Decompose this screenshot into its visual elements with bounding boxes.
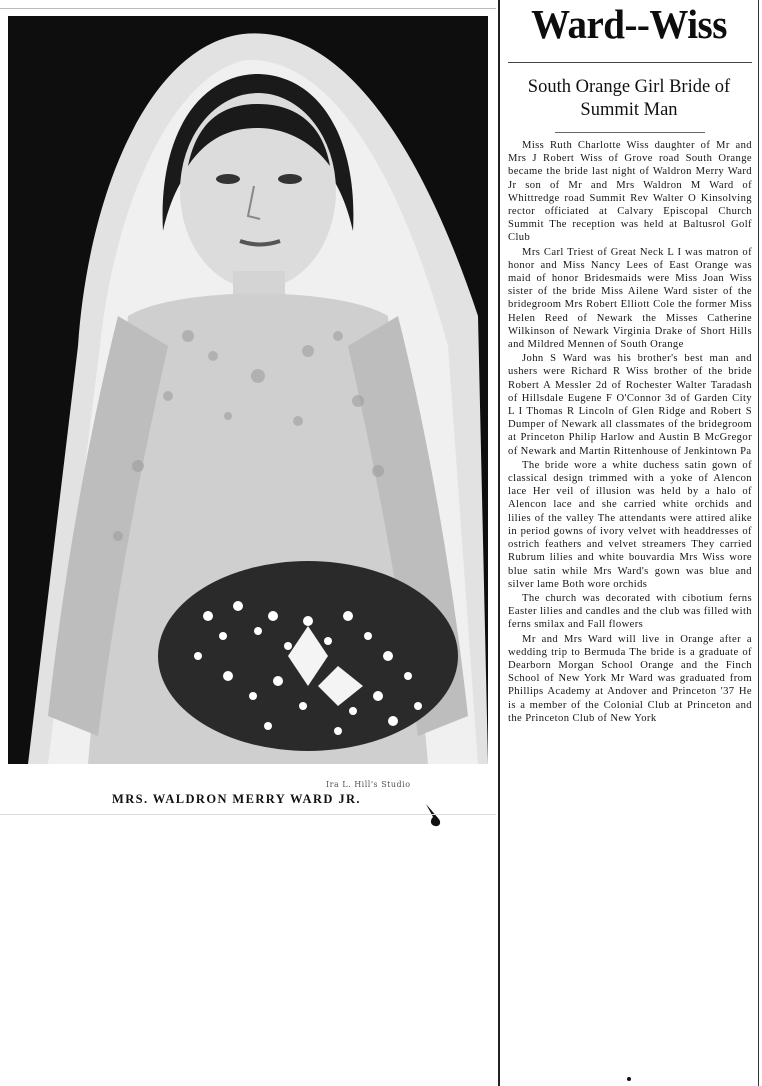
- column-rule-right: [758, 0, 759, 1086]
- photo-credit: Ira L. Hill's Studio: [326, 780, 411, 789]
- article-body: [508, 139, 752, 725]
- headline-rule: [508, 62, 752, 63]
- caption-rule: [0, 814, 496, 815]
- article-paragraph: Mr and Mrs Ward will live in Orange after a wedding trip to Bermuda The bride is a graduate of Dearborn Morgan School Orange and the Finch School of New York Mr Ward was graduated from Phillips Academy at Andover and Princeton '37 He is a member of the Colonial Club at Princeton and the Princeton Club of New York: [508, 633, 752, 724]
- bride-portrait-image: [8, 16, 488, 764]
- headline: Ward--Wiss: [531, 1, 727, 48]
- ink-blot-mark: [424, 802, 444, 828]
- page-dot: [627, 1077, 631, 1081]
- top-rule: [0, 8, 496, 9]
- subheadline-rule: [555, 132, 705, 133]
- bride-photograph: [8, 16, 488, 764]
- subheadline: South Orange Girl Bride of Summit Man: [527, 77, 731, 120]
- article-paragraph: Mrs Carl Triest of Great Neck L I was matron of honor and Miss Nancy Lees of East Orange was maid of honor Bridesmaids were Miss Joan Wiss sister of the bride Miss Ailene Ward sister of the bridegroom Mrs Robert Elliott Cole the former Miss Helen Reed of Newark the Misses Catherine Wilkinson of Newark Virginia Drake of Short Hills and Mildred Mennen of South Orange: [508, 246, 752, 351]
- article-paragraph: John S Ward was his brother's best man and ushers were Richard R Wiss brother of the bride Robert A Messler 2d of Rochester Walter Taradash of Hillsdale Eugene F O'Connor 3d of Garden City L I Thomas R Lincoln of Glen Ridge and Robert S Dumper of Newark all classmates of the bridegroom at Princeton Philip Harlow and Austin B McGregor of Newark and Martin Rittenhouse of Jenkintown Pa: [508, 353, 752, 457]
- article-paragraph: The bride wore a white duchess satin gown of classical design trimmed with a yoke of Alencon lace Her veil of illusion was held by a halo of Alencon lace and she carried white orchids and lilies of the valley The attendants were attired alike in period gowns of ivory velvet with headdresses of ostrich feathers and velvet streamers They carried Rubrum lilies and white bouvardia Mrs Wiss wore blue satin while Mrs Ward's gown was blue and silver lame Both wore orchids: [508, 459, 752, 590]
- column-rule-left: [498, 0, 500, 1086]
- article-paragraph: The church was decorated with cibotium ferns Easter lilies and candles and the club was filled with ferns smilax and Fall flowers: [508, 592, 752, 631]
- photo-caption: MRS. WALDRON MERRY WARD JR.: [112, 792, 361, 806]
- article-paragraph: Miss Ruth Charlotte Wiss daughter of Mr and Mrs J Robert Wiss of Grove road South Orange became the bride last night of Waldron Merry Ward Jr son of Mr and Mrs Waldron M Ward of Whittredge road Summit Rev Walter O Kinsolving rector officiated at Calvary Episcopal Church Summit The reception was held at Baltusrol Golf Club: [508, 140, 752, 244]
